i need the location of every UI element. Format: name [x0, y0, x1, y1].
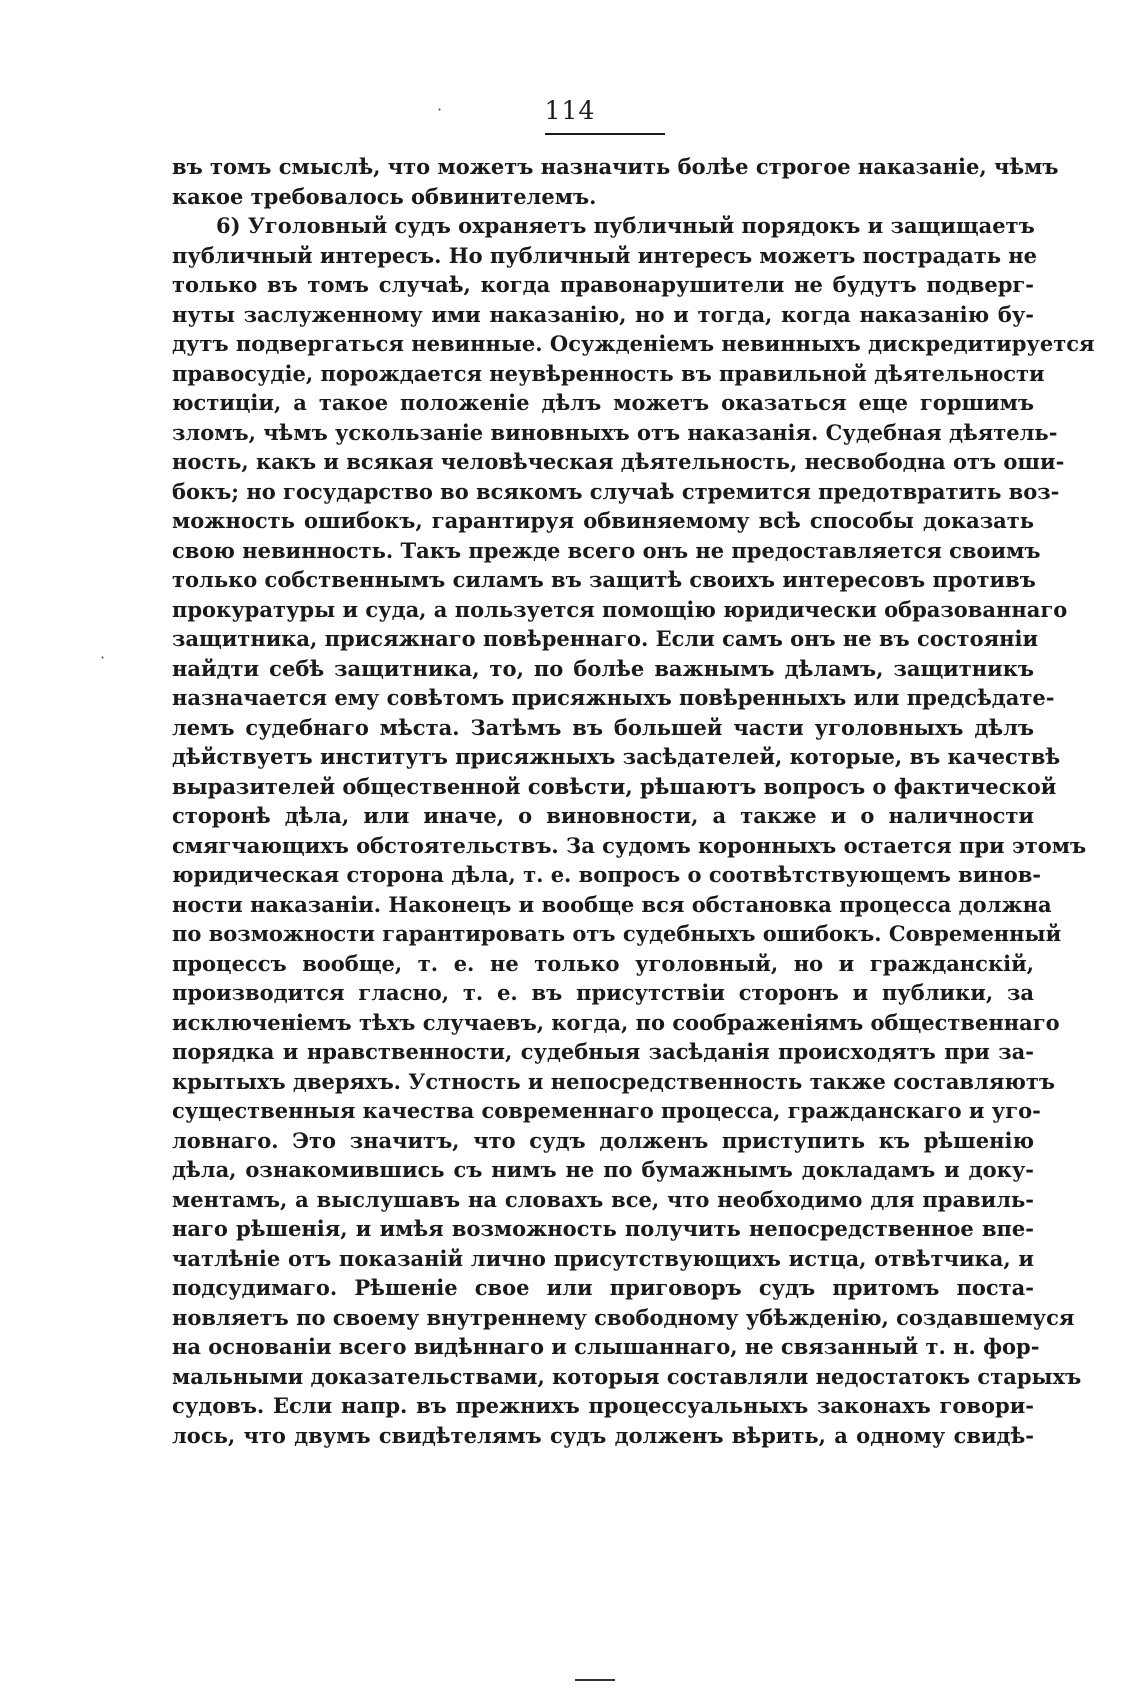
- text-line: ность, какъ и всякая человѣческая дѣятельность, несвободна отъ оши-: [172, 449, 1065, 474]
- text-line: судовъ. Если напр. въ прежнихъ процессуальныхъ законахъ говори-: [172, 1393, 1034, 1418]
- text-line: ментамъ, а выслушавъ на словахъ все, что необходимо для правиль-: [172, 1186, 1034, 1212]
- text-line: смягчающихъ обстоятельствъ. За судомъ коронныхъ остается при этомъ: [172, 832, 1087, 858]
- text-line: свою невинность. Такъ прежде всего онъ не предоставляется своимъ: [172, 537, 1041, 563]
- text-line: юстиціи, а такое положеніе дѣлъ можетъ оказаться еще горшимъ: [172, 390, 1034, 415]
- text-line: дѣла, ознакомившись съ нимъ не по бумажнымъ докладамъ и доку-: [172, 1157, 1034, 1182]
- text-line: производится гласно, т. е. въ присутствіи сторонъ и публики, за: [172, 980, 1034, 1005]
- text-line: чатлѣніе отъ показаній лично присутствующихъ истца, отвѣтчика, и: [172, 1245, 1034, 1271]
- text-line: существенныя качества современнаго процесса, гражданскаго и уго-: [172, 1098, 1041, 1123]
- paragraph-start-line: 6) Уголовный судъ охраняетъ публичный порядокъ и защищаетъ: [216, 213, 1035, 238]
- text-line: наго рѣшенія, и имѣя возможность получить непосредственное впе-: [172, 1216, 1034, 1241]
- text-line: бокъ; но государство во всякомъ случаѣ стремится предотвратить воз-: [172, 478, 1060, 504]
- text-line: только въ томъ случаѣ, когда правонарушители не будутъ подверг-: [172, 272, 1034, 297]
- text-line: прокуратуры и суда, а пользуется помощію юридически образованнаго: [172, 596, 1068, 622]
- body-text: [172, 152, 1095, 1450]
- text-line: можность ошибокъ, гарантируя обвиняемому всѣ способы доказать: [172, 508, 1034, 533]
- text-line: выразителей общественной совѣсти, рѣшаютъ вопросъ о фактической: [172, 773, 1057, 799]
- text-line: назначается ему совѣтомъ присяжныхъ повѣренныхъ или предсѣдате-: [172, 685, 1055, 710]
- text-line: процессъ вообще, т. е. не только уголовный, но и гражданскій,: [172, 950, 1034, 976]
- text-line: въ томъ смыслѣ, что можетъ назначить болѣе строгое наказаніе, чѣмъ: [172, 154, 1059, 179]
- text-line: правосудіе, порождается неувѣренность въ правильной дѣятельности: [172, 360, 1045, 386]
- text-line: зломъ, чѣмъ ускользаніе виновныхъ отъ наказанія. Судебная дѣятель-: [172, 419, 1058, 445]
- text-line: публичный интересъ. Но публичный интересъ можетъ пострадать не: [172, 242, 1037, 268]
- text-line: порядка и нравственности, судебныя засѣданія происходятъ при за-: [172, 1039, 1034, 1064]
- text-line: только собственнымъ силамъ въ защитѣ своихъ интересовъ противъ: [172, 567, 1036, 592]
- text-line: найдти себѣ защитника, то, по болѣе важнымъ дѣламъ, защитникъ: [172, 655, 1034, 681]
- text-line: какое требовалось обвинителемъ.: [172, 183, 597, 209]
- text-line: защитника, присяжнаго повѣреннаго. Если самъ онъ не въ состояніи: [172, 626, 1039, 651]
- text-line: исключеніемъ тѣхъ случаевъ, когда, по соображеніямъ общественнаго: [172, 1009, 1060, 1035]
- stray-ink-mark: ·: [100, 648, 106, 667]
- text-line: дутъ подвергаться невинные. Осужденіемъ невинныхъ дискредитируется: [172, 331, 1095, 356]
- text-line: крытыхъ дверяхъ. Устность и непосредственность также составляютъ: [172, 1068, 1055, 1094]
- text-line: новляетъ по своему внутреннему свободному убѣжденію, создавшемуся: [172, 1304, 1075, 1330]
- text-line: ности наказаніи. Наконецъ и вообще вся обстановка процесса должна: [172, 891, 1052, 917]
- text-line: подсудимаго. Рѣшеніе свое или приговоръ судъ притомъ поста-: [172, 1275, 1034, 1300]
- text-line: сторонѣ дѣла, или иначе, о виновности, а также и о наличности: [172, 803, 1034, 828]
- text-line: лось, что двумъ свидѣтелямъ судъ долженъ вѣрить, а одному свидѣ-: [172, 1422, 1034, 1448]
- stray-ink-mark: ·: [437, 100, 443, 119]
- text-line: ловнаго. Это значитъ, что судъ долженъ приступить къ рѣшенію: [172, 1127, 1034, 1153]
- page-number-underline: [545, 133, 665, 135]
- text-line: нуты заслуженному ими наказанію, но и тогда, когда наказанію бу-: [172, 301, 1034, 327]
- text-line: по возможности гарантировать отъ судебныхъ ошибокъ. Современный: [172, 921, 1062, 946]
- text-line: мальными доказательствами, которыя составляли недостатокъ старыхъ: [172, 1363, 1082, 1389]
- text-line: на основаніи всего видѣннаго и слышаннаго, не связанный т. н. фор-: [172, 1334, 1040, 1359]
- page-number: 114: [544, 96, 596, 125]
- text-line: юридическая сторона дѣла, т. е. вопросъ о соотвѣтствующемъ винов-: [172, 862, 1042, 887]
- text-line: лемъ судебнаго мѣста. Затѣмъ въ большей части уголовныхъ дѣлъ: [172, 714, 1034, 740]
- text-line: дѣйствуетъ институтъ присяжныхъ засѣдателей, которые, въ качествѣ: [172, 744, 1061, 769]
- bottom-rule: [575, 1679, 615, 1681]
